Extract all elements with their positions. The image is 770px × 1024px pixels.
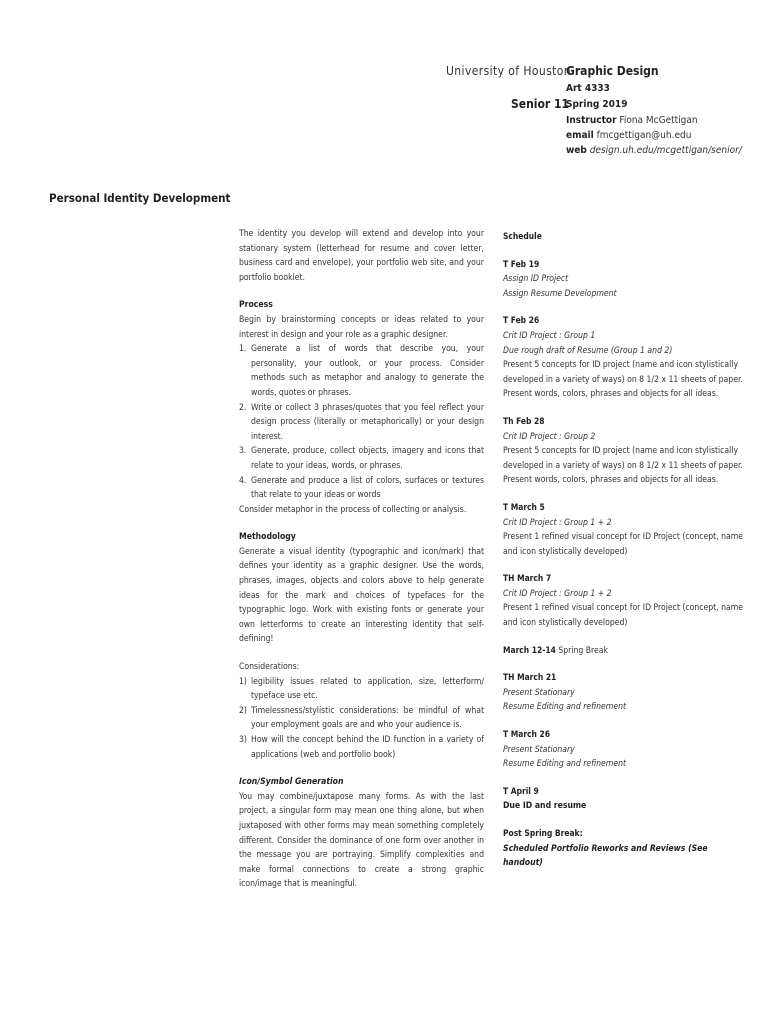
list-text: legibility issues related to application, size, letterform/ typeface use etc.: [251, 676, 484, 702]
schedule-date: Post Spring Break:: [503, 828, 583, 838]
consideration-item: [239, 733, 484, 762]
list-text: How will the concept behind the ID function in a variety of applications (web and portfolio book): [251, 735, 484, 760]
schedule-detail: Due rough draft of Resume (Group 1 and 2): [503, 345, 673, 356]
university-name: University of Houston: [446, 64, 571, 78]
schedule-date: Th Feb 28: [503, 415, 545, 426]
schedule-event: Spring Break: [558, 645, 609, 656]
schedule-detail: Present 1 refined visual concept for ID Project (concept, name and icon stylistically developed): [503, 532, 744, 557]
instructor-line: [566, 115, 698, 126]
schedule-date-line: [503, 414, 748, 430]
schedule-entry: [503, 500, 748, 559]
schedule-date-line: [503, 257, 748, 273]
schedule-detail: Crit ID Project : Group 1 + 2: [503, 517, 612, 528]
list-number: 3): [239, 735, 247, 745]
considerations-heading: Considerations:: [239, 662, 300, 673]
schedule-date-line: [503, 727, 748, 743]
list-number: 1.: [239, 344, 247, 355]
email-address[interactable]: fmcgettigan@uh.edu: [596, 130, 692, 141]
schedule-date: T March 5: [503, 501, 545, 512]
schedule-detail: Assign ID Project: [503, 274, 569, 285]
schedule-date: TH March 21: [503, 672, 557, 683]
process-closing: Consider metaphor in the process of collecting or analysis.: [239, 504, 467, 515]
schedule-entry: [503, 727, 748, 772]
list-number: 2): [239, 705, 247, 716]
schedule-date-line: [503, 643, 748, 659]
schedule-detail: Present 5 concepts for ID project (name and icon stylistically developed in a variety of ways) on 8 1/2 x 11 sheets of paper. Present words, colors, phrases and objects for all ideas.: [503, 360, 743, 400]
schedule-detail: Present 5 concepts for ID project (name and icon stylistically developed in a variety of ways) on 8 1/2 x 11 sheets of paper. Present words, colors, phrases and objects for all ideas.: [503, 446, 743, 486]
schedule-entry: [503, 784, 748, 814]
schedule-date-line: [503, 826, 748, 842]
methodology-heading: Methodology: [239, 532, 296, 543]
page-title: Personal Identity Development: [49, 191, 231, 205]
department-name: Graphic Design: [566, 64, 659, 78]
schedule-detail: Crit ID Project : Group 2: [503, 431, 596, 442]
schedule-detail: Present 1 refined visual concept for ID Project (concept, name and icon stylistically developed): [503, 603, 744, 629]
consideration-item: [239, 704, 484, 733]
schedule-detail: Crit ID Project : Group 1: [503, 330, 596, 341]
schedule-detail: Assign Resume Development: [503, 288, 617, 299]
icon-symbol-heading: Icon/Symbol Generation: [239, 777, 344, 788]
schedule-date: TH March 7: [503, 573, 552, 584]
schedule-date: T Feb 26: [503, 315, 540, 326]
schedule-date: T March 26: [503, 729, 550, 740]
schedule-entry: [503, 571, 748, 630]
list-text: Generate and produce a list of colors, surfaces or textures that relate to your ideas or words: [251, 475, 484, 501]
web-line: [566, 145, 742, 156]
schedule-date-line: [503, 313, 748, 329]
schedule-date-line: [503, 670, 748, 686]
schedule-detail: Crit ID Project : Group 1 + 2: [503, 588, 612, 599]
schedule-date-line: [503, 784, 748, 800]
schedule-column: [503, 229, 748, 883]
schedule-detail: Resume Editing and refinement: [503, 759, 627, 770]
schedule-date: March 12-14: [503, 644, 556, 655]
schedule-entry: [503, 414, 748, 488]
schedule-detail: Present Stationary: [503, 687, 575, 698]
considerations-list: [239, 675, 484, 763]
assignment-column: [239, 227, 484, 892]
icon-symbol-text: You may combine/juxtapose many forms. As with the last project, a singular form may mean one thing alone, but when juxtaposed with other forms may mean something completely different. Consider the dominance of one form over another in the message you are portraying. Simplify complexities and make formal connections to create a strong graphic icon/image that is meaningful.: [239, 791, 484, 890]
schedule-date-line: [503, 500, 748, 516]
list-number: 3.: [239, 446, 247, 457]
list-number: 1): [239, 676, 247, 687]
schedule-entry: [503, 826, 748, 871]
schedule-entry: [503, 313, 748, 402]
instructor-label: Instructor: [566, 115, 617, 126]
process-steps: [239, 342, 484, 503]
consideration-item: [239, 675, 484, 704]
schedule-date-line: [503, 571, 748, 587]
process-heading: Process: [239, 300, 273, 311]
schedule-detail: Due ID and resume: [503, 801, 587, 812]
term-label: Spring 2019: [566, 99, 628, 110]
schedule-entry: [503, 670, 748, 715]
course-number: Art 4333: [566, 83, 610, 94]
process-step: [239, 444, 484, 473]
list-number: 2.: [239, 402, 247, 413]
schedule-entries: [503, 257, 748, 871]
list-number: 4.: [239, 475, 247, 486]
schedule-date: T Feb 19: [503, 258, 540, 269]
web-address[interactable]: design.uh.edu/mcgettigan/senior/: [589, 145, 742, 156]
email-line: [566, 130, 691, 141]
email-label: email: [566, 130, 594, 141]
schedule-detail: Resume Editing and refinement: [503, 702, 627, 713]
instructor-name: Fiona McGettigan: [619, 115, 698, 126]
schedule-heading: Schedule: [503, 231, 542, 241]
schedule-date: T April 9: [503, 785, 539, 796]
intro-paragraph: The identity you develop will extend and develop into your stationary system (letterhead for resume and cover letter, business card and envelope), your portfolio web site, and your portfolio booklet.: [239, 229, 484, 283]
methodology-text: Generate a visual identity (typographic and icon/mark) that defines your identity as a graphic designer. Use the words, phrases, images, objects and colors above to help generate ideas for the mark and choices of typefaces for the typographic logo. Work with existing fonts or generate your own letterforms to create an interesting identity that self-defining!: [239, 546, 484, 645]
list-text: Write or collect 3 phrases/quotes that you feel reflect your design process (literally or metaphorically) or your design interest.: [251, 402, 484, 442]
process-step: [239, 342, 484, 400]
web-label: web: [566, 145, 587, 156]
schedule-entry: [503, 643, 748, 659]
process-intro: Begin by brainstorming concepts or ideas related to your interest in design and your role as a graphic designer.: [239, 314, 484, 340]
list-text: Timelessness/stylistic considerations: be mindful of what your employment goals are and who your audience is.: [251, 705, 484, 731]
process-step: [239, 401, 484, 445]
list-text: Generate, produce, collect objects, imagery and icons that relate to your ideas, words, or phrases.: [251, 446, 484, 471]
schedule-entry: [503, 257, 748, 302]
process-step: [239, 474, 484, 503]
schedule-detail: Present Stationary: [503, 744, 575, 755]
list-text: Generate a list of words that describe you, your personality, your outlook, or your process. Consider methods such as metaphor and analogy to generate the words, quotes or phrases.: [251, 344, 484, 398]
schedule-detail: Scheduled Portfolio Reworks and Reviews (See handout): [503, 843, 708, 869]
senior-label: Senior 11: [511, 97, 570, 111]
